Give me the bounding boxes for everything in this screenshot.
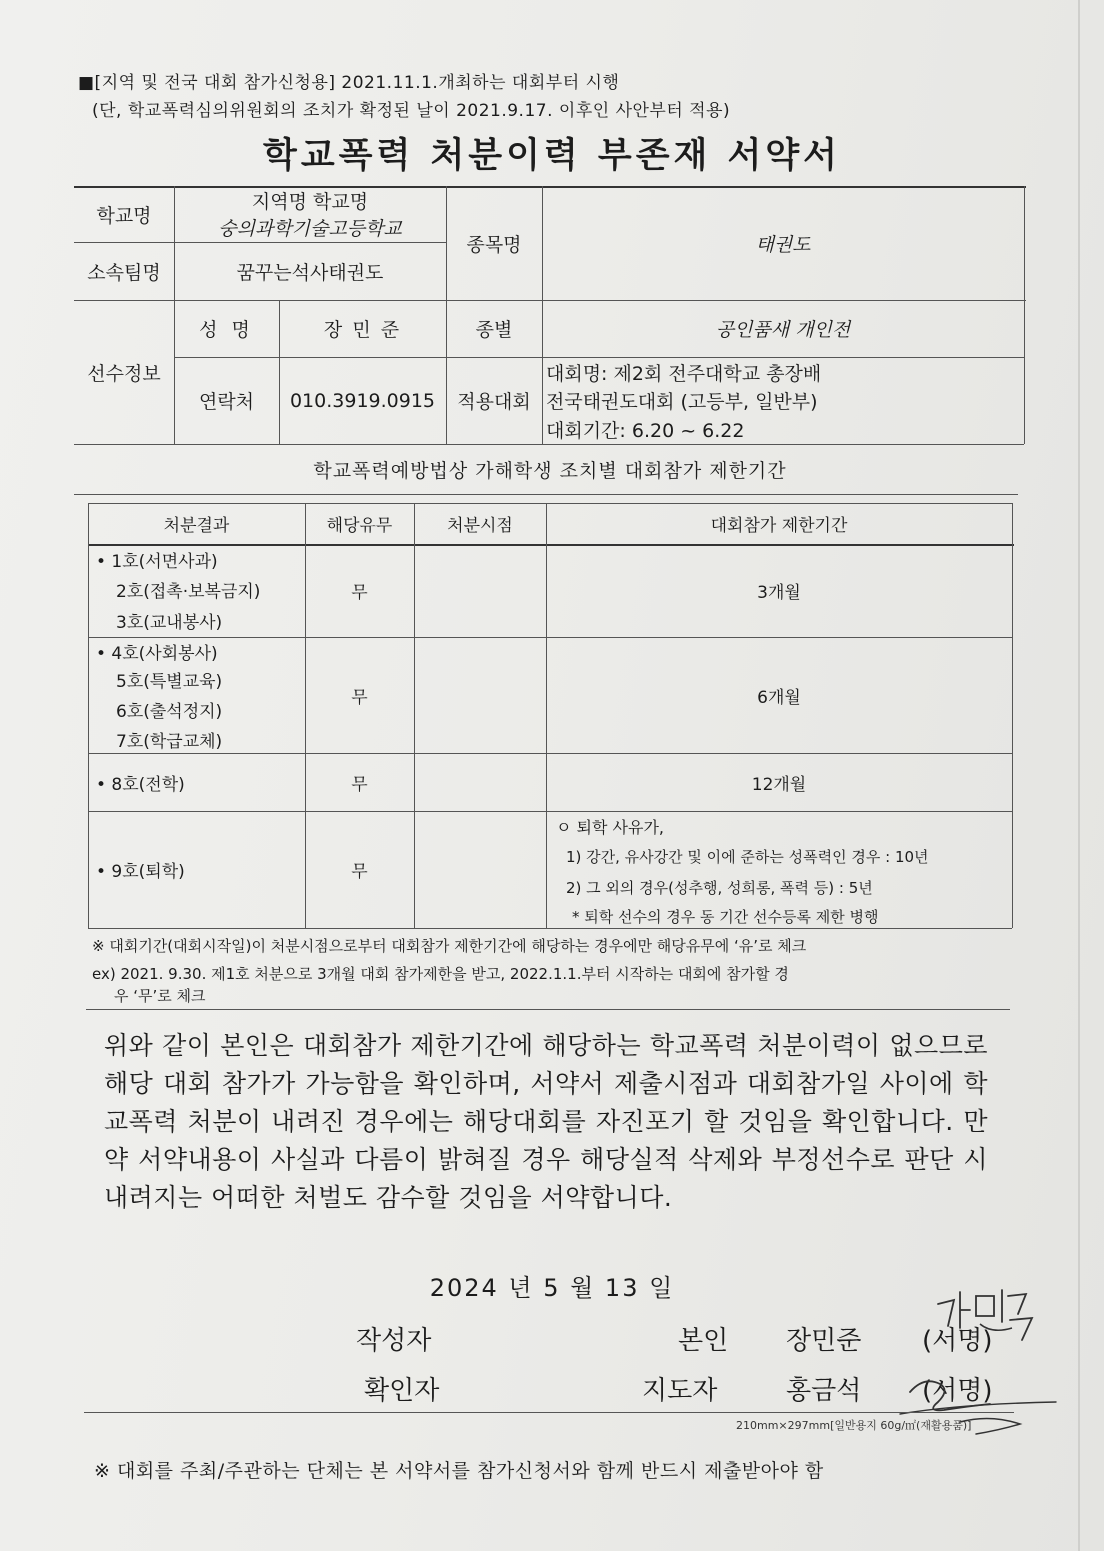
contact-label: 연락처 (198, 391, 255, 413)
competition-period-line: 대회기간: 6.20 ~ 6.22 (546, 419, 745, 442)
list-item: 6호(출석정지) (116, 701, 223, 722)
name-label: 성 명 (199, 319, 254, 341)
team-label: 소속팀명 (87, 261, 161, 284)
event-label: 종목명 (466, 233, 522, 256)
list-item: 5호(특별교육) (116, 671, 223, 692)
list-item: 2호(접촉·보복금지) (116, 581, 261, 602)
name-value: 장 민 준 (323, 319, 402, 341)
expulsion-reason-line: 1) 강간, 유사강간 및 이에 준하는 성폭력인 경우 : 10년 (566, 847, 929, 866)
writer-handwritten-signature (920, 1282, 1040, 1362)
row1-applicable: 무 (351, 583, 368, 603)
signing-date: 2024 년 5 월 13 일 (429, 1274, 675, 1302)
row2-timing (414, 637, 546, 753)
contact-value: 010.3919.0915 (289, 389, 436, 412)
event-value: 태권도 (755, 233, 811, 256)
player-info-label: 선수정보 (87, 362, 161, 385)
writer-name: 장민준 (786, 1326, 862, 1356)
competition-division-line: 전국태권도대회 (고등부, 일반부) (546, 390, 818, 413)
header-timing: 처분시점 (447, 516, 513, 536)
page-edge (1078, 0, 1080, 1551)
list-item: 7호(학급교체) (116, 731, 223, 752)
row4-timing (414, 811, 546, 928)
header-result: 처분결과 (163, 516, 230, 536)
footnote: ※ 대회를 주최/주관하는 단체는 본 서약서를 참가신청서와 함께 반드시 제출받아야 함 (94, 1460, 824, 1482)
row2-period: 6개월 (757, 687, 801, 708)
writer-role: 본인 (678, 1326, 729, 1356)
restriction-subtitle: 학교폭력예방법상 가해학생 조치별 대회참가 제한기간 (313, 460, 787, 482)
confirmer-sign-label: (서명) (922, 1376, 993, 1406)
pledge-text: 위와 같이 본인은 대회참가 제한기간에 해당하는 학교폭력 처분이력이 없으므로 해당 대회 참가가 가능함을 확인하며, 서약서 제출시점과 대회참가일 사이에 학교폭력 처분이 내려진 경우에는 해당대회를 자진포기 할 것임을 확인합니다. 만약 서약내용이 사실과 다름이 밝혀질 경우 해당실적 삭제와 부정선수로 판단 시 내려지는 어떠한 처벌도 감수할 것임을 서약합니다. (104, 1031, 988, 1212)
confirmer-label: 확인자 (364, 1376, 440, 1406)
row3-applicable: 무 (351, 774, 368, 795)
category-label: 종별 (475, 319, 513, 341)
row2-applicable: 무 (351, 687, 368, 708)
row1-period: 3개월 (757, 583, 801, 603)
list-item: • 1호(서면사과) (96, 551, 218, 572)
team-name: 꿈꾸는석사태권도 (236, 261, 384, 284)
applied-competition-label: 적용대회 (457, 391, 531, 413)
header-applicable: 해당유무 (326, 516, 393, 536)
expulsion-reason-line: * 퇴학 선수의 경우 동 기간 선수등록 제한 병행 (572, 907, 879, 926)
confirmer-role: 지도자 (642, 1376, 718, 1406)
expulsion-reason-line: ㅇ 퇴학 사유가, (556, 817, 664, 837)
list-item: • 4호(사회봉사) (96, 643, 218, 664)
list-item: 3호(교내봉사) (116, 612, 223, 633)
row4-applicable: 무 (351, 862, 368, 882)
row1-timing (414, 544, 546, 637)
note-line-1: ※ 대회기간(대회시작일)이 처분시점으로부터 대회참가 제한기간에 해당하는 경우에만 해당유무에 ‘유’로 체크 (92, 937, 807, 955)
notice-line-1: ■[지역 및 전국 대회 참가신청용] 2021.11.1.개최하는 대회부터 시행 (78, 73, 620, 93)
row3-timing (414, 753, 546, 811)
note-line-2: ex) 2021. 9.30. 제1호 처분으로 3개월 대회 참가제한을 받고, 2022.1.1.부터 시작하는 대회에 참가할 경 (92, 965, 789, 983)
document-title: 학교폭력 처분이력 부존재 서약서 (263, 136, 841, 176)
paper-spec: 210mm×297mm[일반용지 60g/㎡(재활용품)] (736, 1419, 972, 1432)
writer-label: 작성자 (356, 1326, 432, 1356)
competition-name-line: 대회명: 제2회 전주대학교 총장배 (546, 362, 822, 385)
notice-line-2: (단, 학교폭력심의위원회의 조치가 확정된 날이 2021.9.17. 이후인 사안부터 적용) (92, 101, 731, 121)
expulsion-reason-line: 2) 그 외의 경우(성추행, 성희롱, 폭력 등) : 5년 (566, 878, 873, 897)
category-value: 공인품새 개인전 (715, 319, 851, 341)
writer-sign-label: (서명) (922, 1326, 993, 1356)
header-period: 대회참가 제한기간 (710, 516, 848, 536)
row3-period: 12개월 (751, 774, 807, 795)
list-item: • 9호(퇴학) (96, 862, 185, 882)
confirmer-name: 홍금석 (786, 1376, 862, 1406)
school-header: 지역명 학교명 (251, 190, 369, 213)
list-item: • 8호(전학) (96, 774, 185, 795)
school-label: 학교명 (96, 204, 152, 227)
school-name: 숭의과학기술고등학교 (218, 217, 402, 240)
note-line-3: 우 ‘무’로 체크 (114, 987, 206, 1005)
